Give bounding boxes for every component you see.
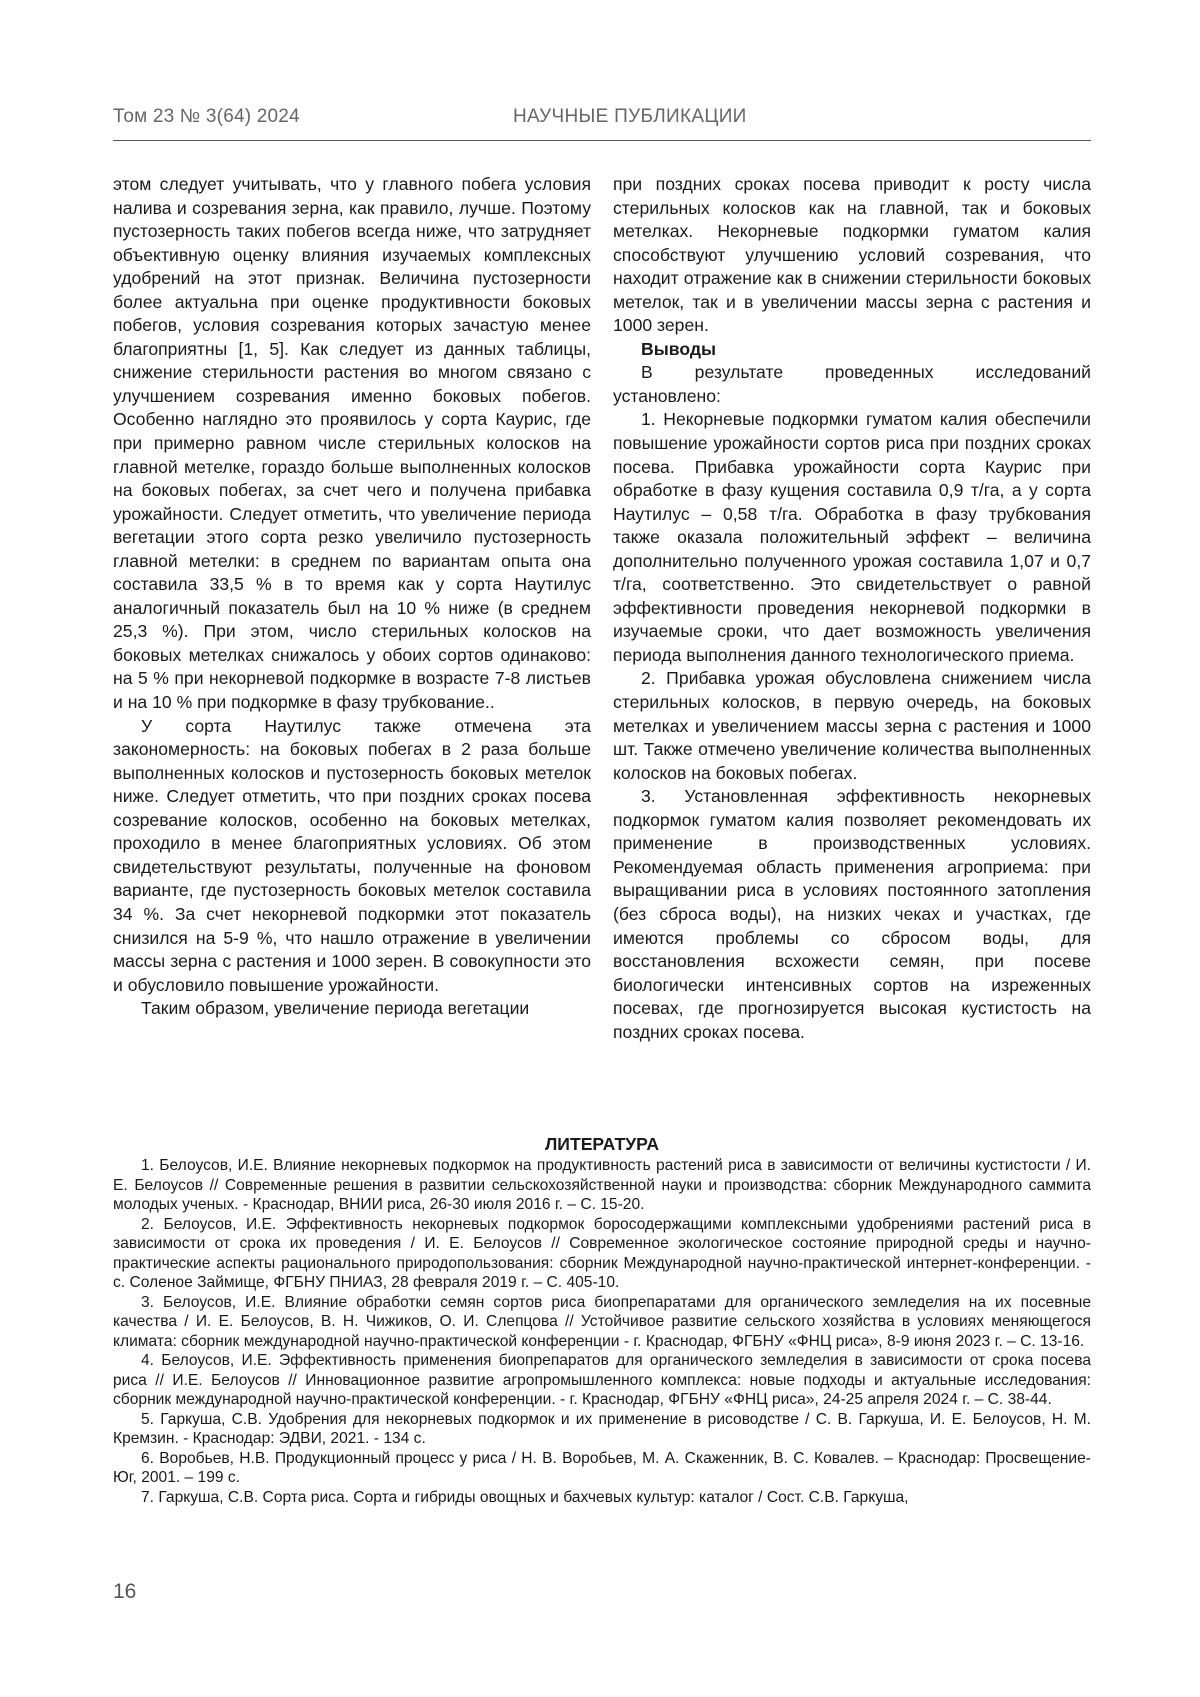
- paragraph: У сорта Наутилус также отмечена эта закономерность: на боковых побегах в 2 раза больше выполненных колосков и пустозерность боковых метелок ниже. Следует отметить, что при поздних сроках посева созревание колосков, особенно на боковых метелках, проходило в менее благоприятных условиях. Об этом свидетельствуют результаты, полученные на фоновом варианте, где пустозерность боковых метелок составила 34 %. За счет некорневой подкормки этот показатель снизился на 5-9 %, что нашло отражение в увеличении массы зерна с растения и 1000 зерен. В совокупности это и обусловило повышение урожайности.: [113, 715, 591, 995]
- conclusion-item: 2. Прибавка урожая обусловлена снижением числа стерильных колосков, в первую очередь, на боковых метелках и увеличением массы зерна с растения и 1000 шт. Также отмечено увеличение количества выполненных колосков на боковых побегах.: [613, 668, 1091, 783]
- reference-item: 5. Гаркуша, С.В. Удобрения для некорневых подкормок и их применение в рисоводстве / С. В. Гаркуша, И. Е. Белоусов, Н. М. Кремзин. - Краснодар: ЭДВИ, 2021. - 134 с.: [113, 1410, 1091, 1447]
- reference-item: 3. Белоусов, И.Е. Влияние обработки семян сортов риса биопрепаратами для органического земледелия на их посевные качества / И. Е. Белоусов, В. Н. Чижиков, О. И. Слепцова // Устойчивое развитие сельского хозяйства в условиях меняющегося климата: сборник международной научно-практической конференции - г. Краснодар, ФГБНУ «ФНЦ риса», 8-9 июня 2023 г. – С. 13-16.: [113, 1293, 1091, 1350]
- section-title: НАУЧНЫЕ ПУБЛИКАЦИИ: [513, 106, 747, 127]
- running-header: [113, 106, 1091, 141]
- conclusion-item: 1. Некорневые подкормки гуматом калия обеспечили повышение урожайности сортов риса при поздних сроках посева. Прибавка урожайности сорта Каурис при обработке в фазу кущения составила 0,9 т/га, а у сорта Наутилус – 0,58 т/га. Обработка в фазу трубкования также оказала положительный эффект – величина дополнительно полученного урожая составила 1,07 и 0,7 т/га, соответственно. Это свидетельствует о равной эффективности проведения некорневой подкормки в изучаемые сроки, что дает возможность увеличения периода выполнения данного технологического приема.: [613, 409, 1091, 665]
- right-column: [613, 173, 1091, 1044]
- journal-volume-issue: Том 23 № 3(64) 2024: [113, 106, 300, 127]
- paragraph: этом следует учитывать, что у главного побега условия налива и созревания зерна, как правило, лучше. Поэтому пустозерность таких побегов всегда ниже, что затрудняет объективную оценку влияния изучаемых комплексных удобрений на этот признак. Величина пустозерности более актуальна при оценке продуктивности боковых побегов, условия созревания которых зачастую менее благоприятны [1, 5]. Как следует из данных таблицы, снижение стерильности растения во многом связано с улучшением созревания именно боковых побегов. Особенно наглядно это проявилось у сорта Каурис, где при примерно равном числе стерильных колосков на главной метелке, гораздо больше выполненных колосков на боковых побегах, за счет чего и получена прибавка урожайности. Следует отметить, что увеличение периода вегетации этого сорта резко увеличило пустозерность главной метелки: в среднем по вариантам опыта она составила 33,5 % в то время как у сорта Наутилус аналогичный показатель был на 10 % ниже (в среднем 25,3 %). При этом, число стерильных колосков на боковых метелках снижалось у обоих сортов одинаково: на 5 % при некорневой подкормке в возрасте 7-8 листьев и на 10 % при подкормке в фазу трубкование..: [113, 174, 591, 713]
- references-title: ЛИТЕРАТУРА: [544, 1134, 660, 1154]
- conclusion-item: 3. Установленная эффективность некорневых подкормок гуматом калия позволяет рекомендовать их применение в производственных условиях. Рекомендуемая область применения агроприема: при выращивании риса в условиях постоянного затопления (без сброса воды), на низких чеках и участках, где имеются проблемы со сбросом воды, для восстановления всхожести семян, при посеве биологически интенсивных сортов на изреженных посевах, где прогнозируется высокая кустистость на поздних сроках посева.: [613, 786, 1091, 1042]
- paragraph: В результате проведенных исследований установлено:: [613, 362, 1091, 406]
- reference-item: 4. Белоусов, И.Е. Эффективность применения биопрепаратов для органического земледелия в зависимости от срока посева риса // И.Е. Белоусов // Инновационное развитие агропромышленного комплекса: новые подходы и актуальные исследования: сборник международной научно-практической конференции. - г. Краснодар, ФГБНУ «ФНЦ риса», 24-25 апреля 2024 г. – С. 38-44.: [113, 1352, 1091, 1408]
- paragraph: при поздних сроках посева приводит к росту числа стерильных колосков как на главной, так и боковых метелках. Некорневые подкормки гуматом калия способствуют улучшению условий созревания, что находит отражение как в снижении стерильности боковых метелок, так и в увеличении массы зерна с растения и 1000 зерен.: [613, 174, 1091, 336]
- conclusions-heading: Выводы: [641, 338, 717, 359]
- paragraph: Таким образом, увеличение периода вегетации: [141, 998, 530, 1019]
- reference-item: 7. Гаркуша, С.В. Сорта риса. Сорта и гибриды овощных и бахчевых культур: каталог / Сост. С.В. Гаркуша,: [141, 1488, 909, 1506]
- reference-item: 6. Воробьев, Н.В. Продукционный процесс у риса / Н. В. Воробьев, М. А. Скаженник, В. С. Ковалев. – Краснодар: Просвещение-Юг, 2001. – 199 с.: [113, 1449, 1091, 1486]
- page-number: 16: [113, 1580, 137, 1603]
- reference-item: 1. Белоусов, И.Е. Влияние некорневых подкормок на продуктивность растений риса в зависимости от величины кустистости / И. Е. Белоусов // Современные решения в развитии сельскохозяйственной науки и производства: сборник Международного саммита молодых ученых. - Краснодар, ВНИИ риса, 26-30 июля 2016 г. – С. 15-20.: [113, 1157, 1091, 1213]
- reference-item: 2. Белоусов, И.Е. Эффективность некорневых подкормок боросодержащими комплексными удобрениями растений риса в зависимости от срока их проведения / И. Е. Белоусов // Современное экологическое состояние природной среды и научно-практические аспекты рационального природопользования: сборник Международной научно-практической интернет-конференции. - с. Соленое Займище, ФГБНУ ПНИАЗ, 28 февраля 2019 г. – С. 405-10.: [113, 1215, 1091, 1291]
- left-column: [113, 173, 591, 1021]
- references-section: [113, 1133, 1091, 1507]
